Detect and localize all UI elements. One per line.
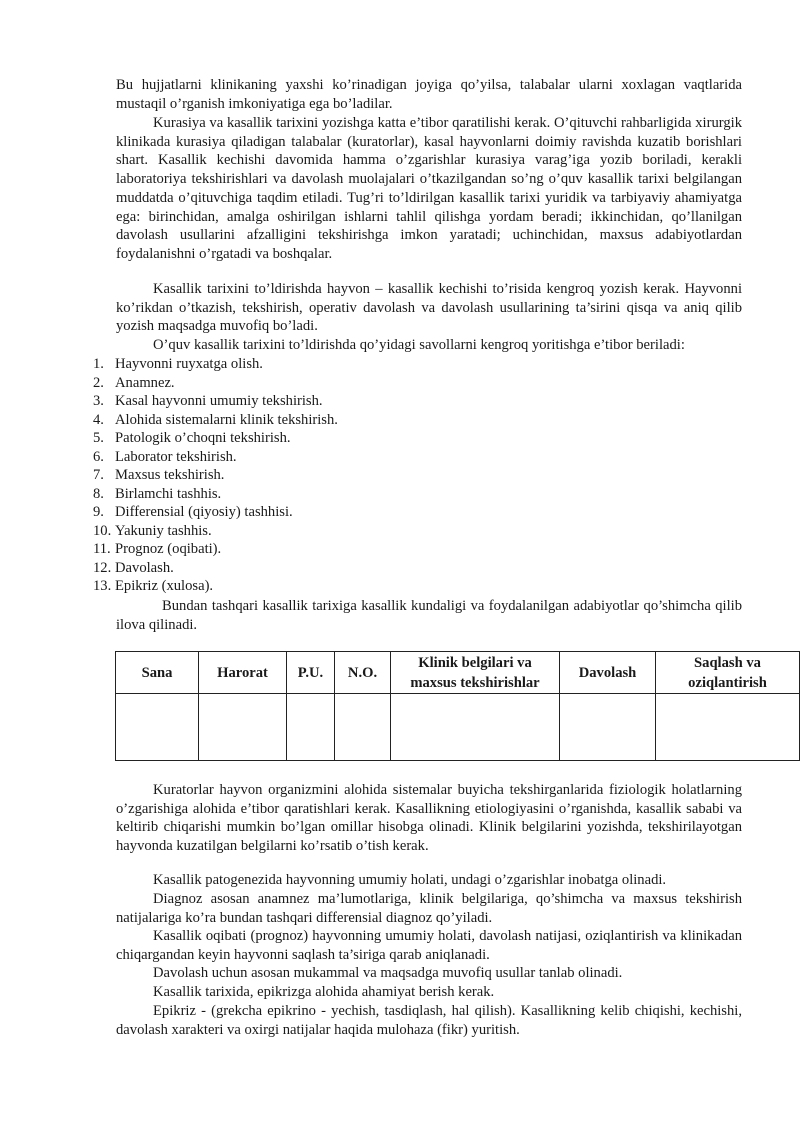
header-pulse: P.U.: [287, 652, 335, 694]
after-list-paragraph: Bundan tashqari kasallik tarixiga kasallik kundaligi va foydalanilgan adabiyotlar qo’shimcha qilib ilova qilinadi.: [116, 598, 742, 633]
header-date: Sana: [116, 652, 199, 694]
table-cell: [199, 694, 287, 761]
intro-paragraph-2: Kurasiya va kasallik tarixini yozishga katta e’tibor qaratilishi kerak. O’qituvchi rahbarligida xirurgik klinikada kurasiya qiladigan talabalar (kuratorlar), kasal hayvonlarni doimiy ravishda kuzatib borishlari shart. Kasallik kechishi davomida hamma o’zgarishlar kurasiya varag’iga yozib boriladi, kerakli laboratoriya tekshirishlari va davolash muolajalari o’tkazilgandan so’ng o’quv kasallik tarixi belgilangan muddatda o’qituvchiga taqdim etiladi. Tug’ri to’ldirilgan kasallik tarixi yuridik va tarbiyaviy ahamiyatga ega: birinchidan, amalga oshirilgan ishlarni tahlil qilishga yordam beradi; ikkinchidan, qo’llanilgan davolash usullarini afzalligini tekshirishga imkon yaratadi; uchinchidan, maxsus adabiyotlardan foydalanishni o’rgatadi va boshqalar.: [116, 115, 742, 262]
table-cell: [116, 694, 199, 761]
list-item: 5. Patologik o’choqni tekshirish.: [93, 430, 291, 446]
list-item: 9. Differensial (qiyosiy) tashhisi.: [93, 504, 293, 520]
header-keeping-feeding: Saqlash va oziqlantirish: [656, 652, 800, 694]
list-item: 3. Kasal hayvonni umumiy tekshirish.: [93, 393, 323, 409]
intro-paragraph-4: O’quv kasallik tarixini to’ldirishda qo’yidagi savollarni kengroq yoritishga e’tibor beriladi:: [153, 337, 685, 353]
list-item: 1. Hayvonni ruyxatga olish.: [93, 356, 263, 372]
table-cell: [335, 694, 391, 761]
header-treatment: Davolash: [560, 652, 656, 694]
list-item: 13. Epikriz (xulosa).: [93, 578, 214, 594]
closing-paragraph-1: Kuratorlar hayvon organizmini alohida sistemalar buyicha tekshirganlarida fiziologik holatlarning o’zgarishiga alohida e’tibor qaratishlari kerak. Kasallikning etiologiyasini o’rganishda, kasallik sababi va keltirib chiqarishi mumkin bo’lgan omillar hisobga olinadi. Klinik belgilarini yozishda, tekshirilayotgan hayvonda kuzatilgan belgilarni ko’rsatib o’tish kerak.: [116, 782, 742, 855]
history-sections-list: [93, 355, 338, 596]
list-item: 6. Laborator tekshirish.: [93, 448, 237, 465]
table-cell: [560, 694, 656, 761]
list-item: 2. Anamnez.: [93, 374, 175, 391]
table-row: [116, 694, 800, 761]
intro-paragraph-3: Kasallik tarixini to’ldirishda hayvon – kasallik kechishi to’risida kengroq yozish kerak. Hayvonni ko’rikdan o’tkazish, tekshirish, operativ davolash va davolash usullarining ta’sirini qisqa va aniq qilib yozish maqsadga muvofiq bo’ladi.: [116, 281, 742, 335]
closing-paragraph-2: Kasallik patogenezida hayvonning umumiy holati, undagi o’zgarishlar inobatga olinadi.: [153, 872, 667, 888]
closing-paragraph-5: Davolash uchun asosan mukammal va maqsadga muvofiq usullar tanlab olinadi.: [153, 965, 623, 981]
closing-paragraph-6: Kasallik tarixida, epikrizga alohida ahamiyat berish kerak.: [153, 984, 495, 1000]
intro-paragraph-1: Bu hujjatlarni klinikaning yaxshi ko’rinadigan joyiga qo’yilsa, talabalar ularni xoxlagan vaqtlarida mustaqil o’rganish imkoniyatiga ega bo’ladilar.: [116, 77, 742, 112]
list-item: 11. Prognoz (oqibati).: [93, 541, 222, 557]
header-respiration: N.O.: [335, 652, 391, 694]
header-temperature: Harorat: [199, 652, 287, 694]
list-item: 12. Davolash.: [93, 559, 174, 576]
table-cell: [287, 694, 335, 761]
table-header-row: [116, 652, 800, 694]
table-cell: [391, 694, 560, 761]
table-cell: [656, 694, 800, 761]
closing-paragraph-4: Kasallik oqibati (prognoz) hayvonning umumiy holati, davolash natijasi, oziqlantirish va klinikadan chiqargandan keyin hayvonni saqlash ta’siriga qarab aniqlanadi.: [116, 928, 742, 963]
list-item: 10. Yakuniy tashhis.: [93, 522, 212, 539]
list-item: 7. Maxsus tekshirish.: [93, 467, 225, 483]
closing-paragraph-3: Diagnoz asosan anamnez ma’lumotlariga, klinik belgilariga, qo’shimcha va maxsus tekshirish natijalariga ko’ra bundan tashqari differensial diagnoz qo’yiladi.: [116, 891, 742, 926]
disease-diary-table: [115, 651, 800, 761]
header-clinical-signs: Klinik belgilari va maxsus tekshirishlar: [391, 652, 560, 694]
list-item: 8. Birlamchi tashhis.: [93, 485, 222, 502]
closing-paragraph-7: Epikriz - (grekcha epikrino - yechish, tasdiqlash, hal qilish). Kasallikning kelib chiqishi, kechishi, davolash xarakteri va oxirgi natijalar haqida mulohaza (fikr) yuritish.: [116, 1003, 742, 1038]
list-item: 4. Alohida sistemalarni klinik tekshirish.: [93, 411, 338, 428]
